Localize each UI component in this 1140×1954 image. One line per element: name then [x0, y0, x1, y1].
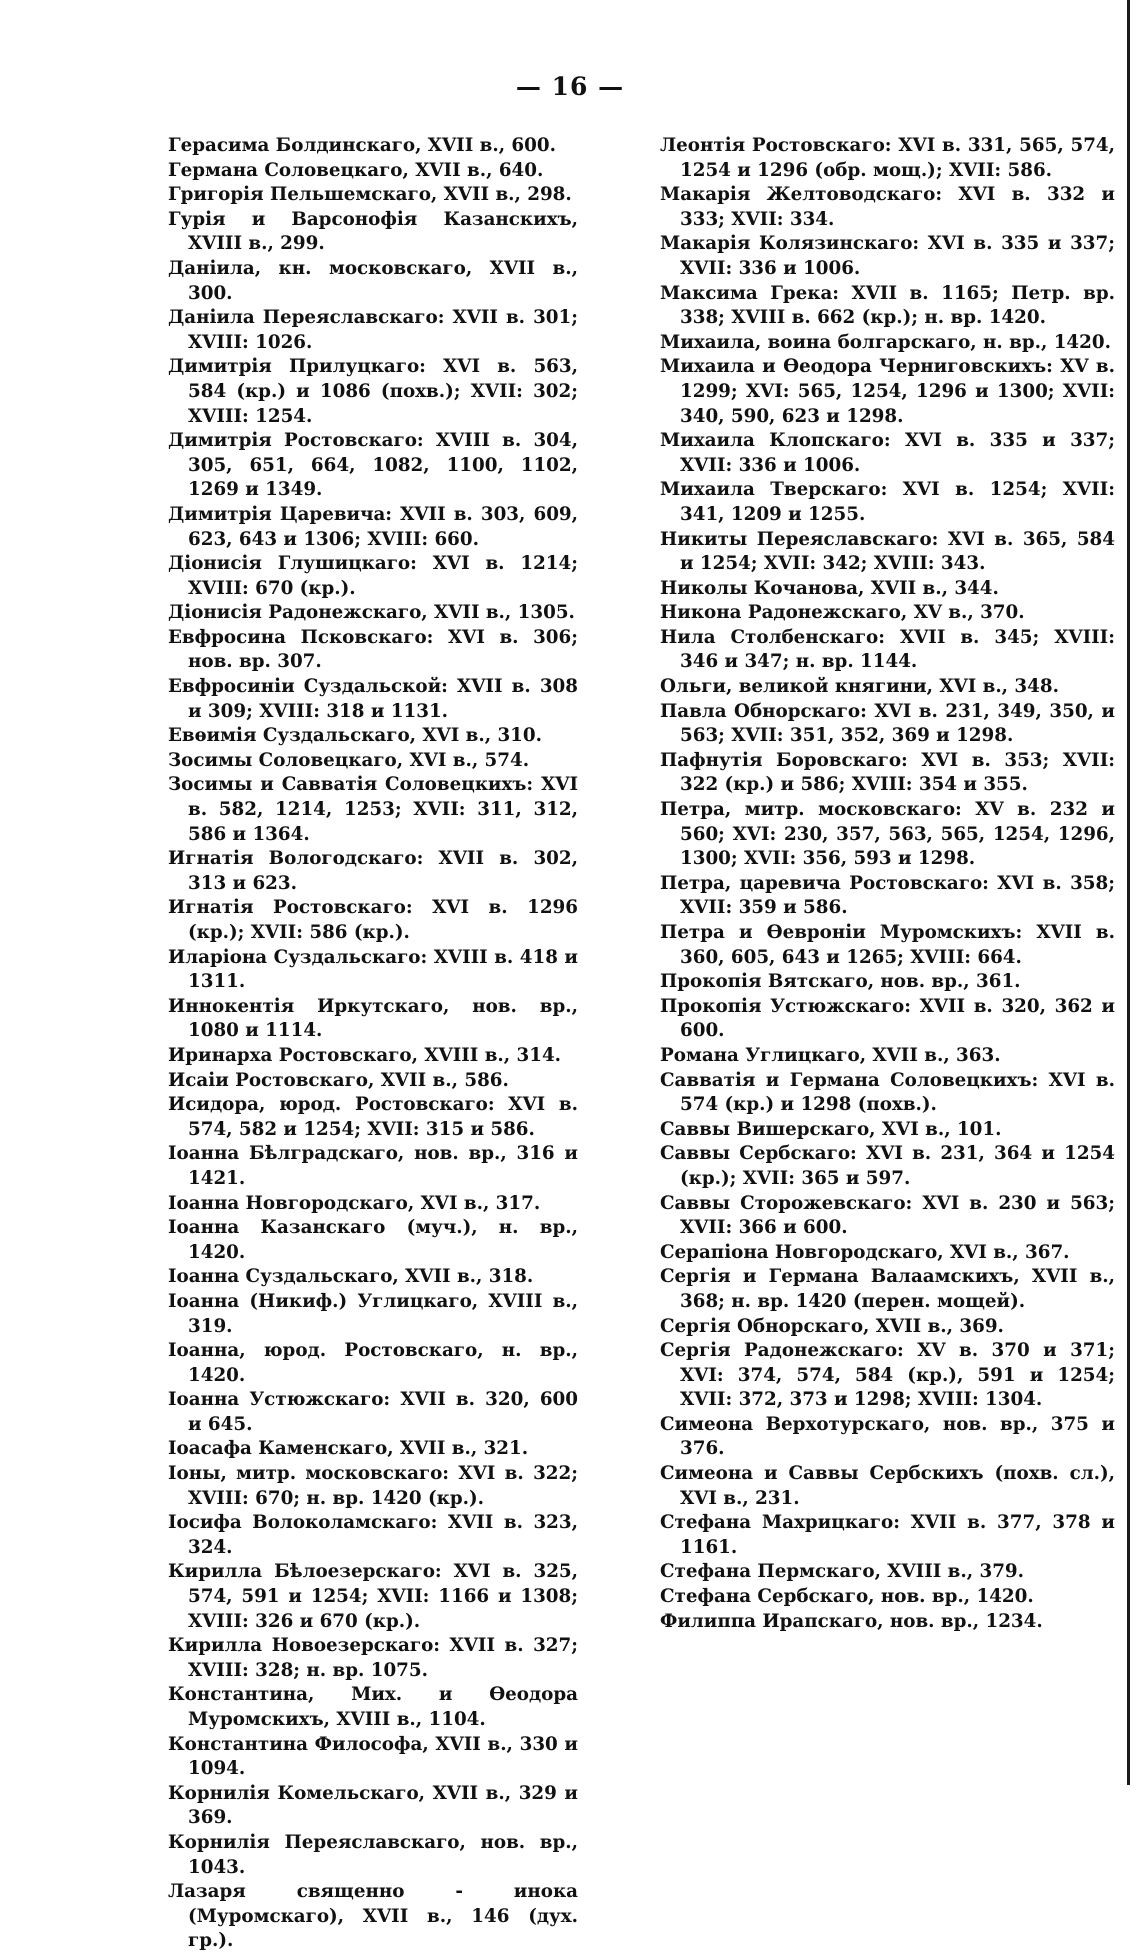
index-entry: Симеона Верхотурскаго, нов. вр., 375 и 376. — [660, 1413, 1115, 1460]
index-entry: Петра и Ѳевроніи Муромскихъ: XVII в. 360, 605, 643 и 1265; XVIII: 664. — [660, 922, 1115, 968]
index-entry: Никиты Переяславскаго: XVI в. 365, 584 и 1254; XVII: 342; XVIII: 343. — [660, 528, 1115, 575]
index-entry: Зосимы и Савватія Соловецкихъ: XVI в. 582, 1214, 1253; XVII: 311, 312, 586 и 1364. — [168, 774, 578, 845]
index-entry: Діонисія Радонежскаго, XVII в., 1305. — [168, 602, 575, 624]
index-entry: Евфросина Псковскаго: XVI в. 306; нов. вр. 307. — [168, 626, 578, 673]
index-entry: Евфросиніи Суздальской: XVII в. 308 и 309; XVIII: 318 и 1131. — [168, 676, 578, 722]
index-entry: Іоанна, юрод. Ростовскаго, н. вр., 1420. — [168, 1340, 578, 1386]
index-entry: Петра, митр. московскаго: XV в. 232 и 560; XVI: 230, 357, 563, 565, 1254, 1296, 1300; XVII: 356, 593 и 1298. — [660, 799, 1115, 870]
index-entry: Константина Философа, XVII в., 330 и 1094. — [168, 1733, 578, 1780]
index-entry: Іоанна Устюжскаго: XVII в. 320, 600 и 645. — [168, 1389, 578, 1435]
index-entry: Иннокентія Иркутскаго, нов. вр., 1080 и 1114. — [168, 995, 578, 1042]
index-entry: Павла Обнорскаго: XVI в. 231, 349, 350, и 563; XVII: 351, 352, 369 и 1298. — [660, 700, 1115, 747]
index-entry: Іоанна Бѣлградскаго, нов. вр., 316 и 1421. — [168, 1143, 578, 1189]
index-entry: Михаила, воина болгарскаго, н. вр., 1420. — [660, 331, 1111, 353]
page-number: — 16 — — [515, 72, 625, 101]
index-entry: Стефана Сербскаго, нов. вр., 1420. — [660, 1586, 1034, 1608]
index-entry: Саввы Вишерскаго, XVI в., 101. — [660, 1118, 1002, 1140]
index-entry: Сергія и Германа Валаамскихъ, XVII в., 368; н. вр. 1420 (перен. мощей). — [660, 1266, 1115, 1312]
index-entry: Димитрія Ростовскаго: XVIII в. 304, 305, 651, 664, 1082, 1100, 1102, 1269 и 1349. — [168, 430, 578, 501]
index-entry: Іоанна Суздальскаго, XVII в., 318. — [168, 1266, 534, 1288]
index-entry: Герасима Болдинскаго, XVII в., 600. — [168, 135, 556, 156]
index-entry: Макарія Колязинскаго: XVI в. 335 и 337; XVII: 336 и 1006. — [660, 233, 1115, 279]
index-entry: Корнилія Комельскаго, XVII в., 329 и 369. — [168, 1782, 578, 1829]
index-entry: Нила Столбенскаго: XVII в. 345; XVIII: 346 и 347; н. вр. 1144. — [660, 626, 1115, 673]
index-entry: Іоанна Новгородскаго, XVI в., 317. — [168, 1192, 541, 1214]
index-entry: Саввы Сербскаго: XVI в. 231, 364 и 1254 (кр.); XVII: 365 и 597. — [660, 1143, 1115, 1189]
index-entry: Савватія и Германа Соловецкихъ: XVI в. 574 (кр.) и 1298 (похв.). — [660, 1069, 1115, 1116]
index-entry: Никона Радонежскаго, XV в., 370. — [660, 602, 1025, 624]
index-entry: Максима Грека: XVII в. 1165; Петр. вр. 338; XVIII в. 662 (кр.); н. вр. 1420. — [660, 282, 1115, 329]
index-entry: Іоны, митр. московскаго: XVI в. 322; XVIII: 670; н. вр. 1420 (кр.). — [168, 1463, 578, 1509]
index-entry: Иринарха Ростовскаго, XVIII в., 314. — [168, 1044, 562, 1066]
index-entry: Кирилла Бѣлоезерскаго: XVI в. 325, 574, 591 и 1254; XVII: 1166 и 1308; XVIII: 326 и 670 (кр.). — [168, 1561, 578, 1632]
index-entry: Константина, Мих. и Ѳеодора Муромскихъ, XVIII в., 1104. — [168, 1684, 578, 1730]
index-entry: Сергія Радонежскаго: XV в. 370 и 371; XVI: 374, 574, 584 (кр.), 591 и 1254; XVII: 372, 373 и 1298; XVIII: 1304. — [660, 1340, 1115, 1411]
index-entry: Макарія Желтоводскаго: XVI в. 332 и 333; XVII: 334. — [660, 184, 1115, 230]
index-entry: Евѳимія Суздальскаго, XVI в., 310. — [168, 725, 542, 747]
index-entry: Діонисія Глушицкаго: XVI в. 1214; XVIII: 670 (кр.). — [168, 553, 578, 599]
index-entry: Димитрія Царевича: XVII в. 303, 609, 623, 643 и 1306; XVIII: 660. — [168, 503, 578, 550]
index-entry: Сергія Обнорскаго, XVII в., 369. — [660, 1315, 1004, 1337]
index-entry: Димитрія Прилуцкаго: XVI в. 563, 584 (кр.) и 1086 (похв.); XVII: 302; XVIII: 1254. — [168, 356, 578, 427]
index-entry: Прокопія Вятскаго, нов. вр., 361. — [660, 971, 1021, 993]
index-entry: Исидора, юрод. Ростовскаго: XVI в. 574, 582 и 1254; XVII: 315 и 586. — [168, 1094, 578, 1140]
index-entry: Іоасафа Каменскаго, XVII в., 321. — [168, 1438, 529, 1460]
index-entry: Зосимы Соловецкаго, XVI в., 574. — [168, 749, 530, 771]
index-entry: Исаіи Ростовскаго, XVII в., 586. — [168, 1069, 509, 1091]
index-entry: Романа Углицкаго, XVII в., 363. — [660, 1044, 1001, 1066]
index-entry: Петра, царевича Ростовскаго: XVI в. 358; XVII: 359 и 586. — [660, 872, 1115, 919]
index-entry: Іоанна (Никиф.) Углицкаго, XVIII в., 319. — [168, 1290, 578, 1337]
index-entry: Даніила, кн. московскаго, XVII в., 300. — [168, 257, 578, 304]
index-entry: Михаила и Ѳеодора Черниговскихъ: XV в. 1299; XVI: 565, 1254, 1296 и 1300; XVII: 340, 590, 623 и 1298. — [660, 356, 1115, 427]
index-entry: Ольги, великой княгини, XVI в., 348. — [660, 676, 1059, 698]
index-entry: Стефана Пермскаго, XVIII в., 379. — [660, 1561, 1025, 1583]
index-entry: Кирилла Новоезерскаго: XVII в. 327; XVIII: 328; н. вр. 1075. — [168, 1635, 578, 1681]
index-entry: Иларіона Суздальскаго: XVIII в. 418 и 1311. — [168, 946, 578, 993]
index-entry: Стефана Махрицкаго: XVII в. 377, 378 и 1161. — [660, 1512, 1115, 1558]
index-entry: Филиппа Ирапскаго, нов. вр., 1234. — [660, 1610, 1043, 1632]
index-entry: Михаила Клопскаго: XVI в. 335 и 337; XVII: 336 и 1006. — [660, 430, 1115, 476]
index-entry: Корнилія Переяславскаго, нов. вр., 1043. — [168, 1831, 578, 1878]
index-entry: Прокопія Устюжскаго: XVII в. 320, 362 и 600. — [660, 995, 1115, 1042]
index-entry: Григорія Пельшемскаго, XVII в., 298. — [168, 184, 572, 206]
index-entry: Лазаря священно - инока (Муромскаго), XVII в., 146 (дух. гр.). — [168, 1881, 578, 1952]
index-entry: Саввы Сторожевскаго: XVI в. 230 и 563; XVII: 366 и 600. — [660, 1192, 1115, 1239]
index-entry: Игнатія Вологодскаго: XVII в. 302, 313 и 623. — [168, 848, 578, 894]
index-entry: Серапіона Новгородскаго, XVI в., 367. — [660, 1241, 1070, 1263]
index-entry: Игнатія Ростовскаго: XVI в. 1296 (кр.); XVII: 586 (кр.). — [168, 897, 578, 943]
index-entry: Николы Кочанова, XVII в., 344. — [660, 577, 999, 599]
right-column — [660, 134, 1115, 1634]
index-entry: Симеона и Саввы Сербскихъ (похв. сл.), XVI в., 231. — [660, 1463, 1115, 1509]
index-entry: Пафнутія Боровскаго: XVI в. 353; XVII: 322 (кр.) и 586; XVIII: 354 и 355. — [660, 749, 1115, 796]
index-entry: Михаила Тверскаго: XVI в. 1254; XVII: 341, 1209 и 1255. — [660, 479, 1115, 525]
index-entry: Даніила Переяславскаго: XVII в. 301; XVIII: 1026. — [168, 307, 578, 353]
index-entry: Іоанна Казанскаго (муч.), н. вр., 1420. — [168, 1217, 578, 1263]
index-entry: Леонтія Ростовскаго: XVI в. 331, 565, 574, 1254 и 1296 (обр. мощ.); XVII: 586. — [660, 135, 1115, 181]
index-entry: Гурія и Варсонофія Казанскихъ, XVIII в., 299. — [168, 208, 578, 255]
index-entry: Германа Соловецкаго, XVII в., 640. — [168, 159, 544, 181]
page-edge-line — [1127, 0, 1130, 1785]
left-column — [168, 134, 578, 1954]
index-entry: Іосифа Волоколамскаго: XVII в. 323, 324. — [168, 1512, 578, 1558]
